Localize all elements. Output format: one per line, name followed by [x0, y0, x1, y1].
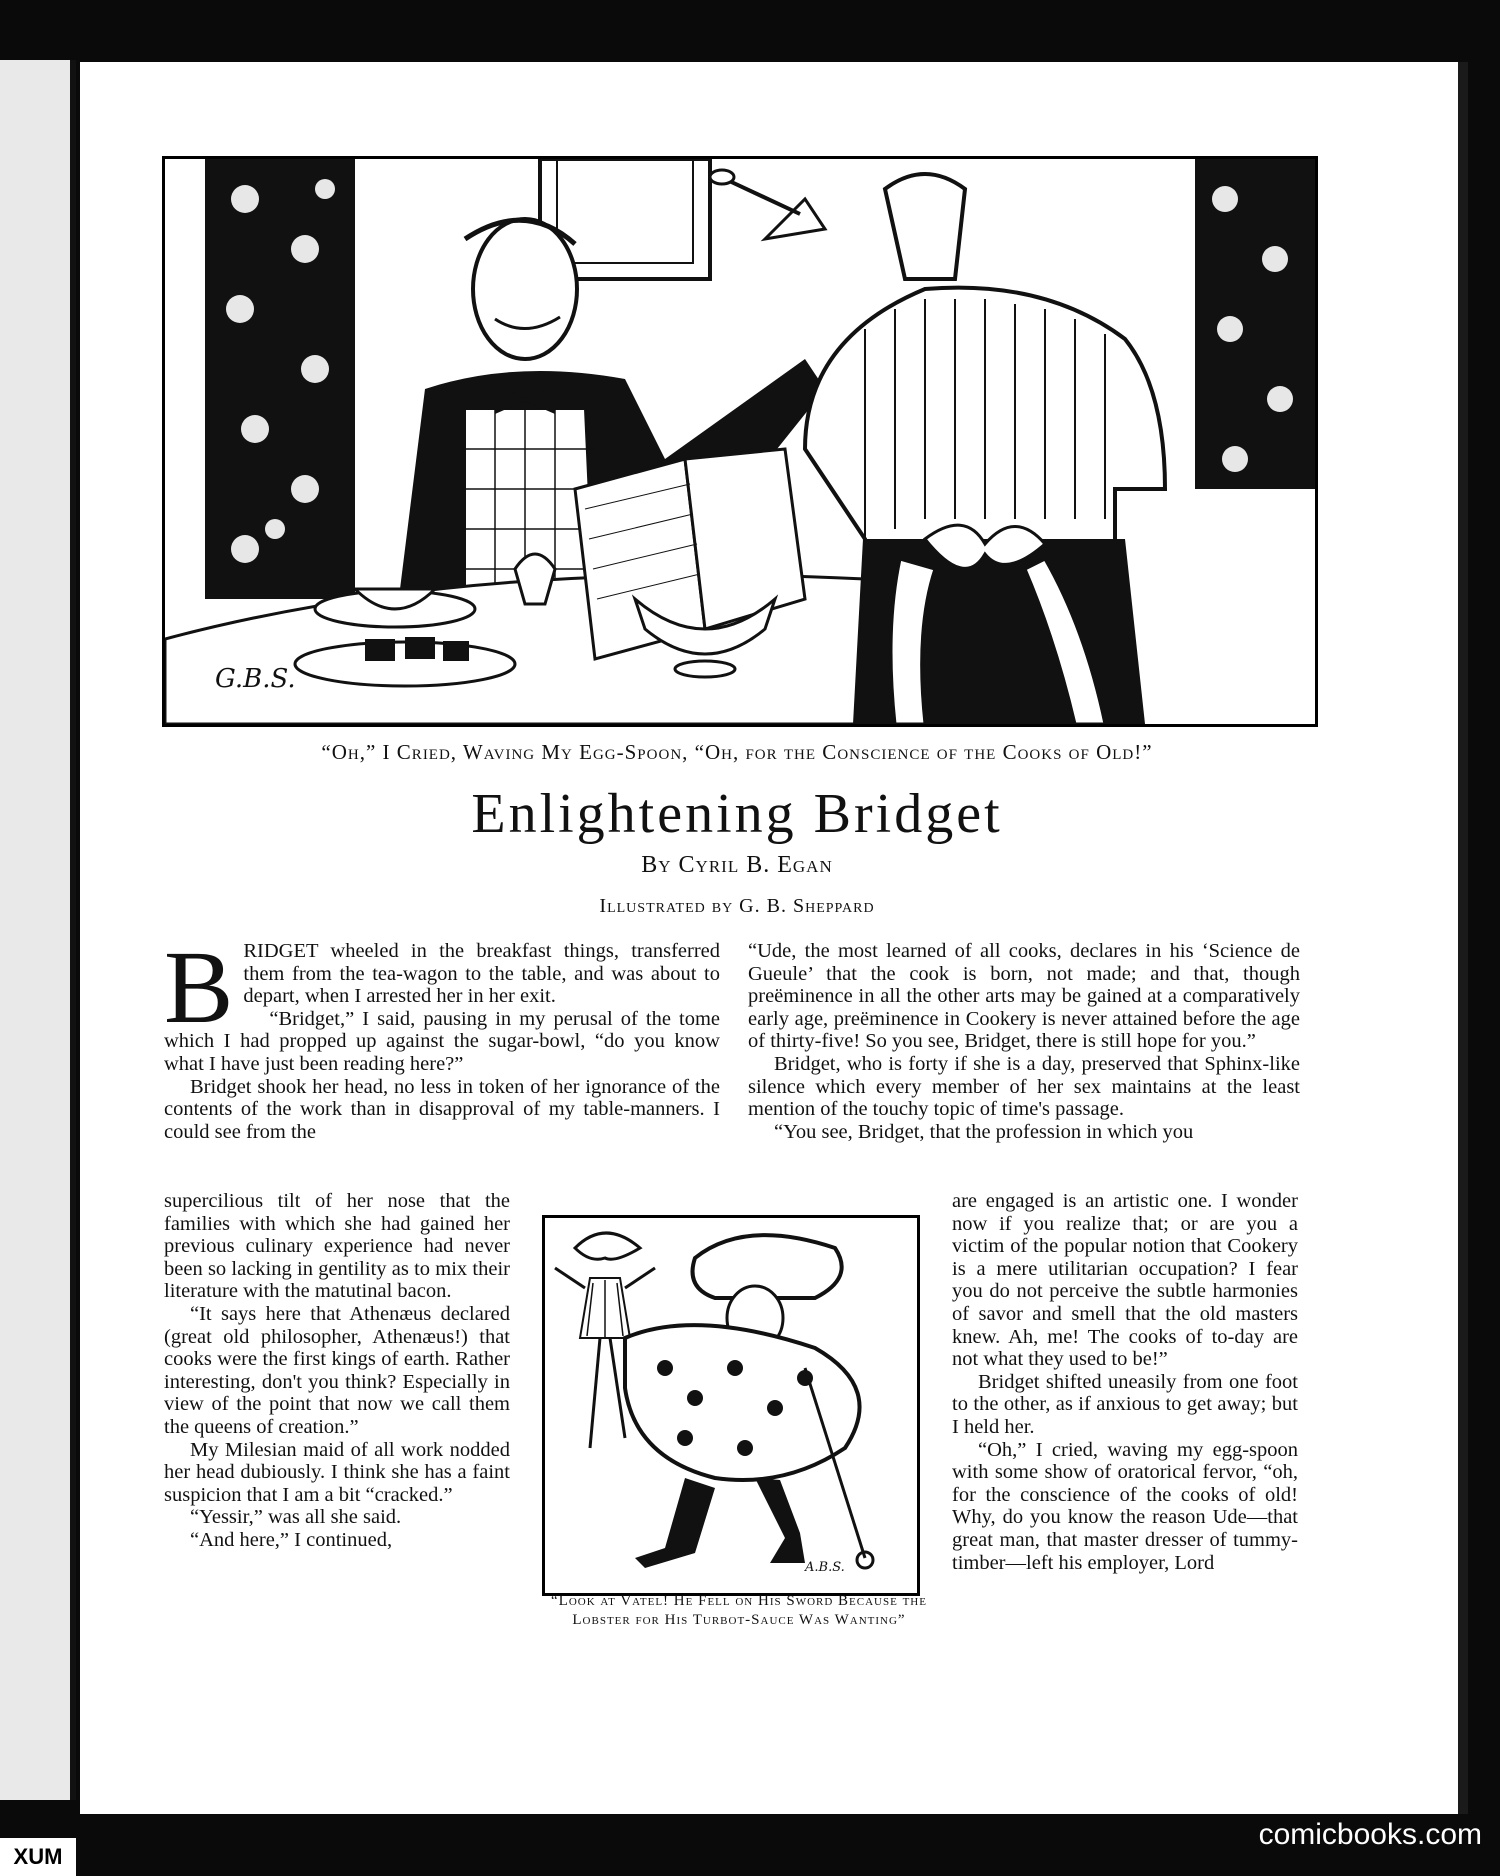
header-illustration	[162, 156, 1318, 727]
vatel-drawing	[545, 1218, 917, 1593]
column-2-bottom	[952, 1190, 1298, 1574]
article-illustrator: Illustrated by G. B. Sheppard	[599, 895, 875, 917]
paragraph: “Ude, the most learned of all cooks, declares in his ‘Science de Gueule’ that the cook is born, not made; and that, though preëminence in all the other arts may be gained at a comparatively early age, preëminence in Cookery is never attained before the age of thirty-five! So you see, Bridget, there is still hope for you.”	[748, 940, 1300, 1053]
paragraph: are engaged is an artistic one. I wonder now if you realize that; or are you a victim of the popular notion that Cookery is a mere utilitarian occupation? I fear you do not perceive the subtle harmonies of savor and smell that the old masters knew. Ah, me! The cooks of to-day are not what they used to be!”	[952, 1190, 1298, 1371]
facing-page-edge	[0, 60, 76, 1800]
paragraph: “It says here that Athenæus declared (great old philosopher, Athenæus!) that cooks were the first kings of earth. Rather interesting, don't you think? Especially in view of the point that now we call them the queens of creation.”	[164, 1302, 510, 1438]
drop-cap: B	[164, 930, 234, 1045]
vatel-illustration	[542, 1215, 920, 1596]
paragraph: RIDGET wheeled in the breakfast things, transferred them from the tea-wagon to the table, and was about to depart, when I arrested her in her exit.	[243, 940, 720, 1008]
paragraph: “Yessir,” was all she said.	[190, 1506, 402, 1529]
paragraph: Bridget shifted uneasily from one foot to the other, as if anxious to get away; but I held her.	[952, 1370, 1298, 1438]
article-title: Enlightening Bridget	[471, 783, 1003, 845]
paragraph: “Bridget,” I said, pausing in my perusal of the tome which I had propped up against the sugar-bowl, “do you know what I have just been reading here?”	[164, 1007, 720, 1075]
paragraph: Bridget shook her head, no less in token of her ignorance of the contents of the work than in disapproval of my table-manners. I could see from the	[164, 1075, 720, 1143]
column-2-top	[748, 940, 1300, 1143]
breakfast-scene-drawing	[165, 159, 1315, 724]
illustration-signature: G.B.S.	[215, 664, 296, 694]
illustration-caption: “Oh,” I Cried, Waving My Egg-Spoon, “Oh, for the Conscience of the Cooks of Old!”	[321, 740, 1153, 764]
paragraph: “And here,” I continued,	[190, 1528, 393, 1551]
small-illustration-signature: A.B.S.	[805, 1560, 845, 1575]
paragraph: “You see, Bridget, that the profession in which you	[774, 1120, 1194, 1143]
paragraph: “Oh,” I cried, waving my egg-spoon with some show of oratorical fervor, “oh, for the conscience of the cooks of old! Why, do you know the reason Ude—that great man, that master dresser of tummy-timber—left his employer, Lord	[952, 1438, 1298, 1574]
site-watermark[interactable]: comicbooks.com	[1258, 1818, 1482, 1851]
column-1-bottom	[164, 1190, 510, 1552]
paragraph: supercilious tilt of her nose that the families with which she had gained her previous culinary experience had never been so lacking in gentility as to mix their literature with the matutinal bacon.	[164, 1190, 510, 1303]
paragraph: My Milesian maid of all work nodded her head dubiously. I think she has a faint suspicion that I am a bit “cracked.”	[164, 1438, 510, 1506]
vatel-caption: “Look at Vatel! He Fell on His Sword Because the Lobster for His Turbot-Sauce Was Wanting”	[551, 1593, 927, 1628]
page-binding-edge	[1458, 62, 1468, 1814]
column-1-top	[164, 930, 720, 1143]
paragraph: Bridget, who is forty if she is a day, preserved that Sphinx-like silence which every member of her sex maintains at the least mention of the touchy topic of time's passage.	[748, 1052, 1300, 1121]
article-byline: By Cyril B. Egan	[641, 852, 833, 878]
xum-watermark: XUM	[0, 1838, 76, 1876]
